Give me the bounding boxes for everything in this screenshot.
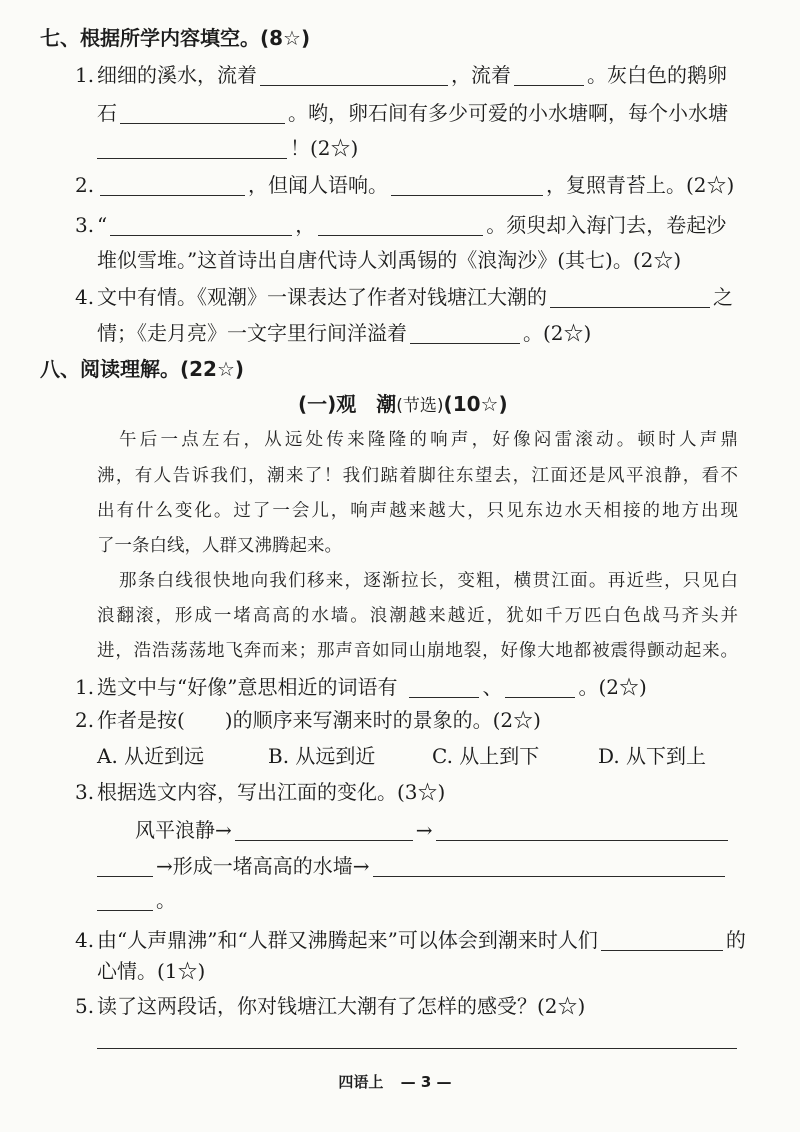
answer-blank bbox=[120, 105, 285, 124]
s8-q4-line-1 bbox=[75, 927, 746, 953]
option-b bbox=[268, 743, 375, 769]
answer-blank bbox=[373, 858, 725, 877]
answer-blank bbox=[409, 679, 479, 698]
answer-blank bbox=[318, 217, 483, 236]
question-text: 。(2☆) bbox=[523, 321, 592, 345]
question-text: 情；《走月亮》一文字里行间洋溢着 bbox=[97, 321, 407, 345]
section8-heading bbox=[40, 356, 244, 382]
option-d-text: D. 从下到上 bbox=[598, 744, 707, 768]
question-text: 石 bbox=[97, 101, 117, 125]
answer-blank bbox=[391, 177, 543, 196]
s8-q3-flow-line-2 bbox=[97, 853, 728, 879]
question-number: 3. bbox=[75, 780, 95, 804]
s7-q3-line-1 bbox=[75, 212, 726, 238]
question-text: ，但闻人语响。 bbox=[248, 173, 388, 197]
option-a bbox=[97, 743, 204, 769]
answer-blank bbox=[514, 67, 584, 86]
option-c-text: C. 从上到下 bbox=[432, 744, 540, 768]
question-number: 5. bbox=[75, 994, 95, 1018]
s7-q1-line-3 bbox=[97, 135, 358, 161]
question-text: 由“人声鼎沸”和“人群又沸腾起来”可以体会到潮来时人们 bbox=[97, 928, 598, 952]
question-text: 心情。(1☆) bbox=[97, 959, 206, 983]
passage-subtitle: (节选) bbox=[396, 396, 444, 416]
page-footer bbox=[0, 1070, 790, 1094]
question-text: 之 bbox=[713, 285, 733, 309]
passage-line: 出有什么变化。过了一会儿，响声越来越大，只见东边水天相接的地方出现 bbox=[97, 501, 738, 521]
section7-heading bbox=[40, 25, 310, 51]
question-number: 1. bbox=[75, 675, 95, 699]
option-b-text: B. 从远到近 bbox=[268, 744, 376, 768]
answer-blank bbox=[97, 140, 287, 159]
question-text: 文中有情。《观潮》一课表达了作者对钱塘江大潮的 bbox=[97, 285, 547, 309]
s7-q1-line-2 bbox=[97, 100, 728, 126]
s8-q4-line-2 bbox=[97, 958, 205, 984]
s8-q5-line bbox=[75, 993, 585, 1019]
answer-line bbox=[97, 1048, 737, 1049]
passage-line: 了一条白线，人群又沸腾起来。 bbox=[97, 536, 342, 556]
question-text: ，流着 bbox=[451, 63, 511, 87]
answer-blank bbox=[97, 892, 153, 911]
passage-line: 浪翻滚，形成一堵高高的水墙。浪潮越来越近，犹如千万匹白色战马齐头并 bbox=[97, 606, 738, 626]
question-text: ！(2☆) bbox=[290, 136, 359, 160]
option-d bbox=[598, 743, 706, 769]
page-number: — 3 — bbox=[400, 1073, 452, 1091]
s7-q1-line-1 bbox=[75, 62, 727, 88]
s8-q3-flow-line-1 bbox=[135, 817, 731, 843]
flow-start-text: 风平浪静→ bbox=[135, 818, 232, 842]
s7-q2-line bbox=[75, 172, 734, 198]
flow-end-text: 。 bbox=[156, 888, 176, 912]
s7-q3-line-2 bbox=[97, 247, 681, 273]
answer-blank bbox=[410, 325, 520, 344]
passage-title-text: (一)观 潮 bbox=[298, 392, 397, 416]
question-text: 。(2☆) bbox=[578, 675, 647, 699]
answer-blank bbox=[505, 679, 575, 698]
option-c bbox=[432, 743, 539, 769]
passage-score: (10☆) bbox=[443, 392, 508, 416]
answer-blank bbox=[550, 289, 710, 308]
question-number: 2. bbox=[75, 708, 95, 732]
question-text: 作者是按( )的顺序来写潮来时的景象的。(2☆) bbox=[97, 708, 541, 732]
question-text: 堆似雪堆。”这首诗出自唐代诗人刘禹锡的《浪淘沙》(其七)。(2☆) bbox=[97, 248, 682, 272]
question-text: 的 bbox=[725, 928, 746, 952]
s8-q2-line bbox=[75, 707, 541, 733]
question-number: 4. bbox=[75, 285, 95, 309]
passage-line: 沸，有人告诉我们，潮来了！我们踮着脚往东望去，江面还是风平浪静，看不 bbox=[97, 466, 738, 486]
s8-q3-line bbox=[75, 779, 445, 805]
question-text: 读了这两段话，你对钱塘江大潮有了怎样的感受？(2☆) bbox=[97, 994, 586, 1018]
s7-q4-line-2 bbox=[97, 320, 591, 346]
flow-middle-text: →形成一堵高高的水墙→ bbox=[156, 854, 370, 878]
question-text: ，复照青苔上。(2☆) bbox=[546, 173, 735, 197]
question-text: 。灰白色的鹅卵 bbox=[587, 63, 727, 87]
passage-line: 进，浩浩荡荡地飞奔而来；那声音如同山崩地裂，好像大地都被震得颤动起来。 bbox=[97, 641, 738, 661]
question-text: 选文中与“好像”意思相近的词语有 bbox=[97, 675, 398, 699]
question-text: ， bbox=[295, 213, 316, 237]
question-text: 、 bbox=[482, 675, 503, 699]
option-a-text: A. 从近到远 bbox=[97, 744, 205, 768]
question-text: 细细的溪水，流着 bbox=[97, 63, 257, 87]
question-number: 4. bbox=[75, 928, 95, 952]
question-text: 。须臾却入海门去，卷起沙 bbox=[486, 213, 727, 237]
question-number: 1. bbox=[75, 63, 95, 87]
section7-heading-text: 七、根据所学内容填空。(8☆) bbox=[40, 26, 311, 50]
question-number: 3. bbox=[75, 213, 95, 237]
answer-blank bbox=[110, 217, 292, 236]
s7-q4-line-1 bbox=[75, 284, 733, 310]
answer-blank bbox=[601, 932, 723, 951]
passage-title bbox=[298, 391, 508, 417]
answer-blank bbox=[436, 822, 728, 841]
answer-blank bbox=[100, 177, 245, 196]
passage-line: 那条白线很快地向我们移来，逐渐拉长，变粗，横贯江面。再近些，只见白 bbox=[119, 571, 738, 591]
s8-q1-line bbox=[75, 674, 647, 700]
question-number: 2. bbox=[75, 173, 95, 197]
flow-arrow: → bbox=[415, 818, 433, 842]
question-text: “ bbox=[97, 213, 108, 237]
question-text: 。哟，卵石间有多少可爱的小水塘啊，每个小水塘 bbox=[288, 101, 728, 125]
s8-q3-flow-line-3 bbox=[97, 887, 176, 913]
passage-line: 午后一点左右，从远处传来隆隆的响声，好像闷雷滚动。顿时人声鼎 bbox=[119, 430, 738, 450]
answer-blank bbox=[97, 858, 153, 877]
footer-subject: 四语上 bbox=[338, 1073, 384, 1091]
answer-blank bbox=[235, 822, 413, 841]
question-text: 根据选文内容，写出江面的变化。(3☆) bbox=[97, 780, 446, 804]
answer-blank bbox=[260, 67, 448, 86]
section8-heading-text: 八、阅读理解。(22☆) bbox=[40, 357, 245, 381]
